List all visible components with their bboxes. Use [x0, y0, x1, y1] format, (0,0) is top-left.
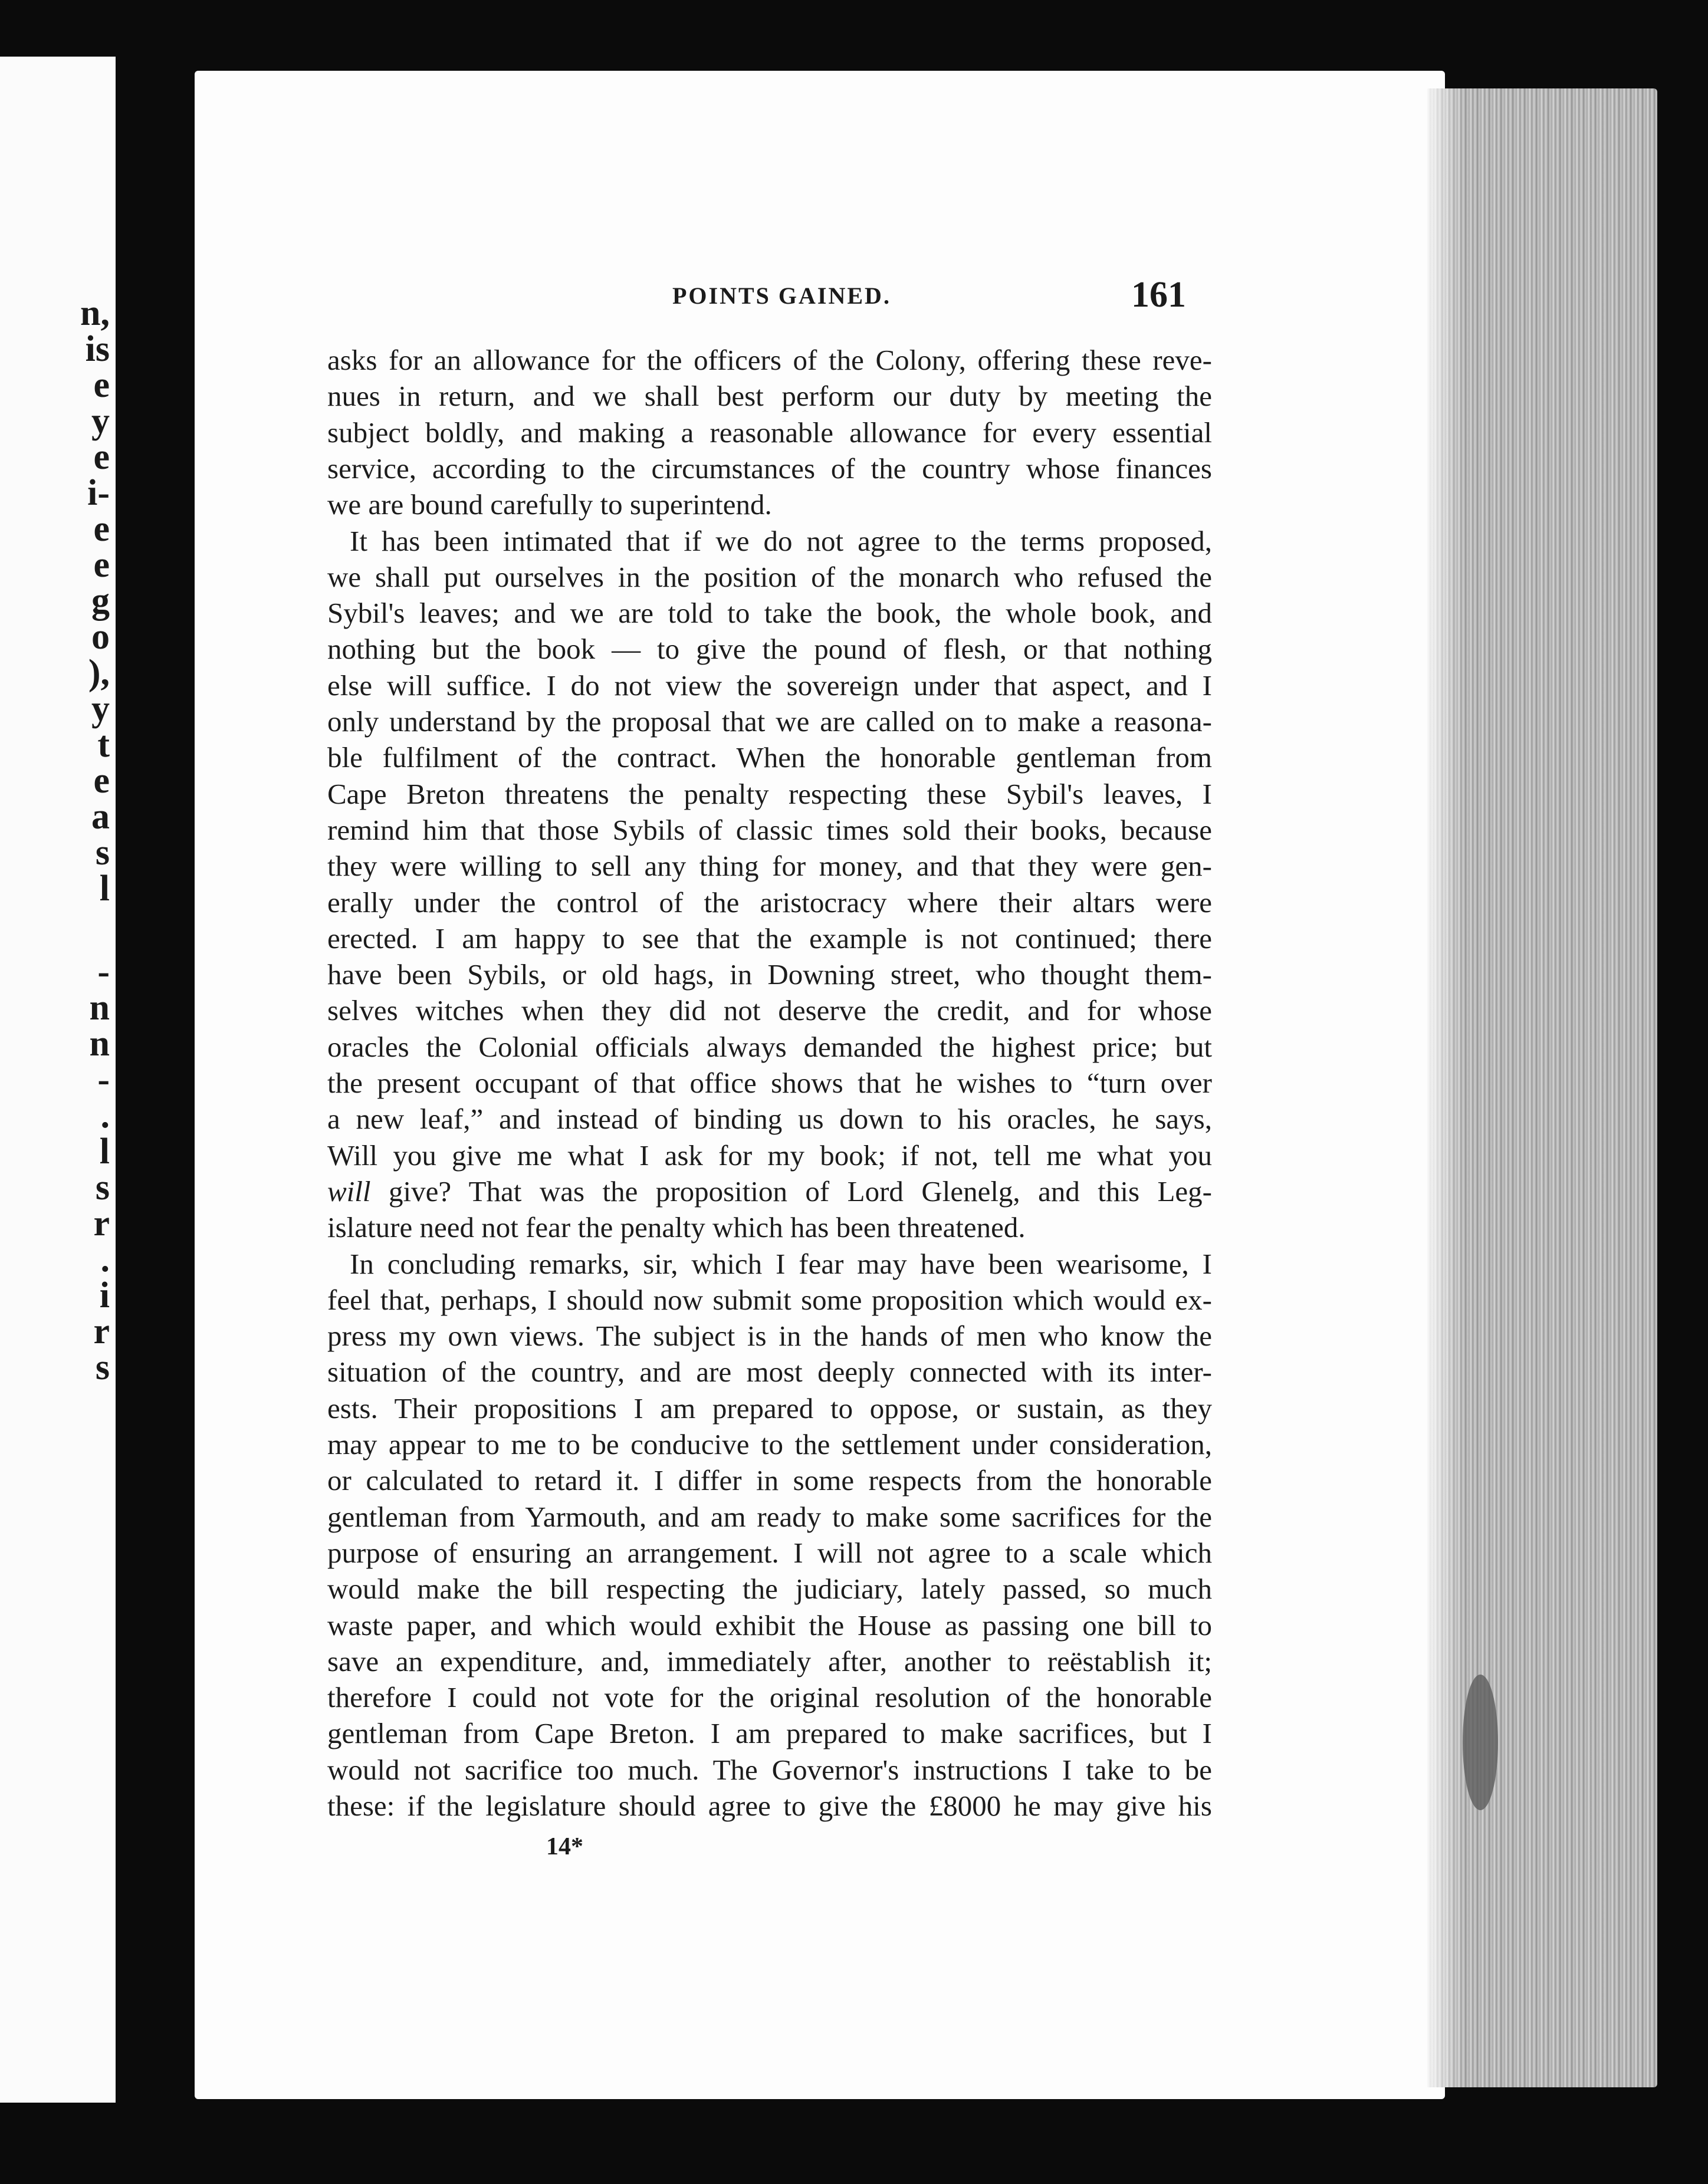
text-line: remind him that those Sybils of classic times sold their books, because: [327, 813, 1212, 846]
text-line: we shall put ourselves in the position of the monarch who refused the: [327, 560, 1212, 593]
text-line: save an expenditure, and, immediately after, another to reëstablish it;: [327, 1644, 1212, 1678]
text-line: gentleman from Cape Breton. I am prepared to make sacrifices, but I: [327, 1717, 1212, 1750]
left-page-fragment: .: [100, 1239, 110, 1280]
text-line: or calculated to retard it. I differ in some respects from the honorable: [327, 1464, 1212, 1497]
text-line: waste paper, and which would exhibit the House as passing one bill to: [327, 1609, 1212, 1642]
left-page-fragment: r: [93, 1203, 110, 1244]
text-line: else will suffice. I do not view the sovereign under that aspect, and I: [327, 669, 1212, 702]
left-page-fragment: .: [100, 1096, 110, 1136]
text-line: nues in return, and we shall best perform our duty by meeting the: [327, 380, 1212, 413]
left-page-fragment: s: [95, 1347, 110, 1387]
left-facing-page: [0, 57, 116, 2103]
text-line: It has been intimated that if we do not agree to the terms proposed,: [350, 524, 1212, 557]
text-line: Cape Breton threatens the penalty respecting these Sybil's leaves, I: [327, 777, 1212, 810]
text-line: situation of the country, and are most deeply connected with its inter-: [327, 1356, 1212, 1389]
left-page-fragment: r: [93, 1311, 110, 1351]
text-line: therefore I could not vote for the original resolution of the honorable: [327, 1681, 1212, 1714]
left-page-fragment: i-: [87, 473, 110, 513]
left-page-fragment: n: [89, 1024, 110, 1064]
signature-mark: 14*: [546, 1833, 583, 1860]
left-page-fragment: g: [91, 581, 110, 621]
text-line: selves witches when they did not deserve the credit, and for whose: [327, 994, 1212, 1027]
page-edge-smudge: [1463, 1675, 1498, 1810]
running-head: POINTS GAINED.: [672, 282, 891, 309]
left-page-fragment: e: [93, 509, 110, 549]
text-line: press my own views. The subject is in the hands of men who know the: [327, 1320, 1212, 1353]
left-page-fragment: i: [99, 1275, 110, 1315]
left-page-fragment: l: [99, 1132, 110, 1172]
left-page-fragment: e: [93, 365, 110, 405]
left-page-fragment: n,: [80, 293, 110, 333]
text-line: service, according to the circumstances of the country whose finances: [327, 452, 1212, 485]
text-line: ble fulfilment of the contract. When the honorable gentleman from: [327, 741, 1212, 774]
text-line: purpose of ensuring an arrangement. I will not agree to a scale which: [327, 1536, 1212, 1569]
text-line: asks for an allowance for the officers of the Colony, offering these reve-: [327, 344, 1212, 376]
left-page-fragment: -: [97, 952, 110, 992]
left-page-fragment: ),: [88, 653, 110, 693]
left-page-fragment: t: [97, 725, 110, 765]
body-text: [327, 342, 1212, 1834]
left-page-fragment: -: [97, 1060, 110, 1100]
text-line: have been Sybils, or old hags, in Downing street, who thought them-: [327, 958, 1212, 991]
text-line: gentleman from Yarmouth, and am ready to make some sacrifices for the: [327, 1500, 1212, 1533]
left-page-fragment: y: [91, 401, 110, 441]
left-page-fragment: is: [85, 329, 110, 369]
page-number: 161: [1131, 275, 1186, 315]
text-line: Will you give me what I ask for my book; if not, tell me what you: [327, 1139, 1212, 1172]
text-line: Sybil's leaves; and we are told to take the book, the whole book, and: [327, 597, 1212, 630]
text-line: these: if the legislature should agree to give the £8000 he may give his: [327, 1790, 1212, 1822]
text-line: islature need not fear the penalty which has been threatened.: [327, 1211, 1026, 1244]
left-page-fragment: n: [89, 988, 110, 1028]
text-line: erected. I am happy to see that the example is not continued; there: [327, 922, 1212, 955]
left-page-fragment: l: [99, 869, 110, 909]
left-page-fragment: e: [93, 545, 110, 585]
text-line: a new leaf,” and instead of binding us down to his oracles, he says,: [327, 1103, 1212, 1136]
left-page-fragment: y: [91, 689, 110, 729]
text-line: would not sacrifice too much. The Governor's instructions I take to be: [327, 1753, 1212, 1786]
page-edge-shadow: [1427, 88, 1463, 2087]
text-line: will give? That was the proposition of Lord Glenelg, and this Leg-: [327, 1175, 1212, 1208]
text-line: would make the bill respecting the judiciary, lately passed, so much: [327, 1573, 1212, 1606]
left-page-fragment: s: [95, 833, 110, 873]
left-page-fragment: a: [91, 797, 110, 837]
text-line: they were willing to sell any thing for money, and that they were gen-: [327, 850, 1212, 883]
text-line: we are bound carefully to superintend.: [327, 488, 772, 521]
text-line: only understand by the proposal that we are called on to make a reasona-: [327, 705, 1212, 738]
text-line: feel that, perhaps, I should now submit some proposition which would ex-: [327, 1283, 1212, 1316]
text-line: the present occupant of that office shows that he wishes to “turn over: [327, 1067, 1212, 1099]
left-page-fragment: e: [93, 761, 110, 801]
left-page-fragment: o: [91, 617, 110, 657]
text-line: subject boldly, and making a reasonable allowance for every essential: [327, 416, 1212, 449]
text-line: may appear to me to be conducive to the settlement under consideration,: [327, 1428, 1212, 1461]
text-line: nothing but the book — to give the pound of flesh, or that nothing: [327, 633, 1212, 666]
left-page-fragment: s: [95, 1167, 110, 1208]
text-line: In concluding remarks, sir, which I fear may have been wearisome, I: [350, 1247, 1212, 1280]
left-page-fragment: e: [93, 437, 110, 477]
text-line: ests. Their propositions I am prepared to oppose, or sustain, as they: [327, 1392, 1212, 1425]
text-line: erally under the control of the aristocracy where their altars were: [327, 886, 1212, 919]
text-line: oracles the Colonial officials always demanded the highest price; but: [327, 1030, 1212, 1063]
